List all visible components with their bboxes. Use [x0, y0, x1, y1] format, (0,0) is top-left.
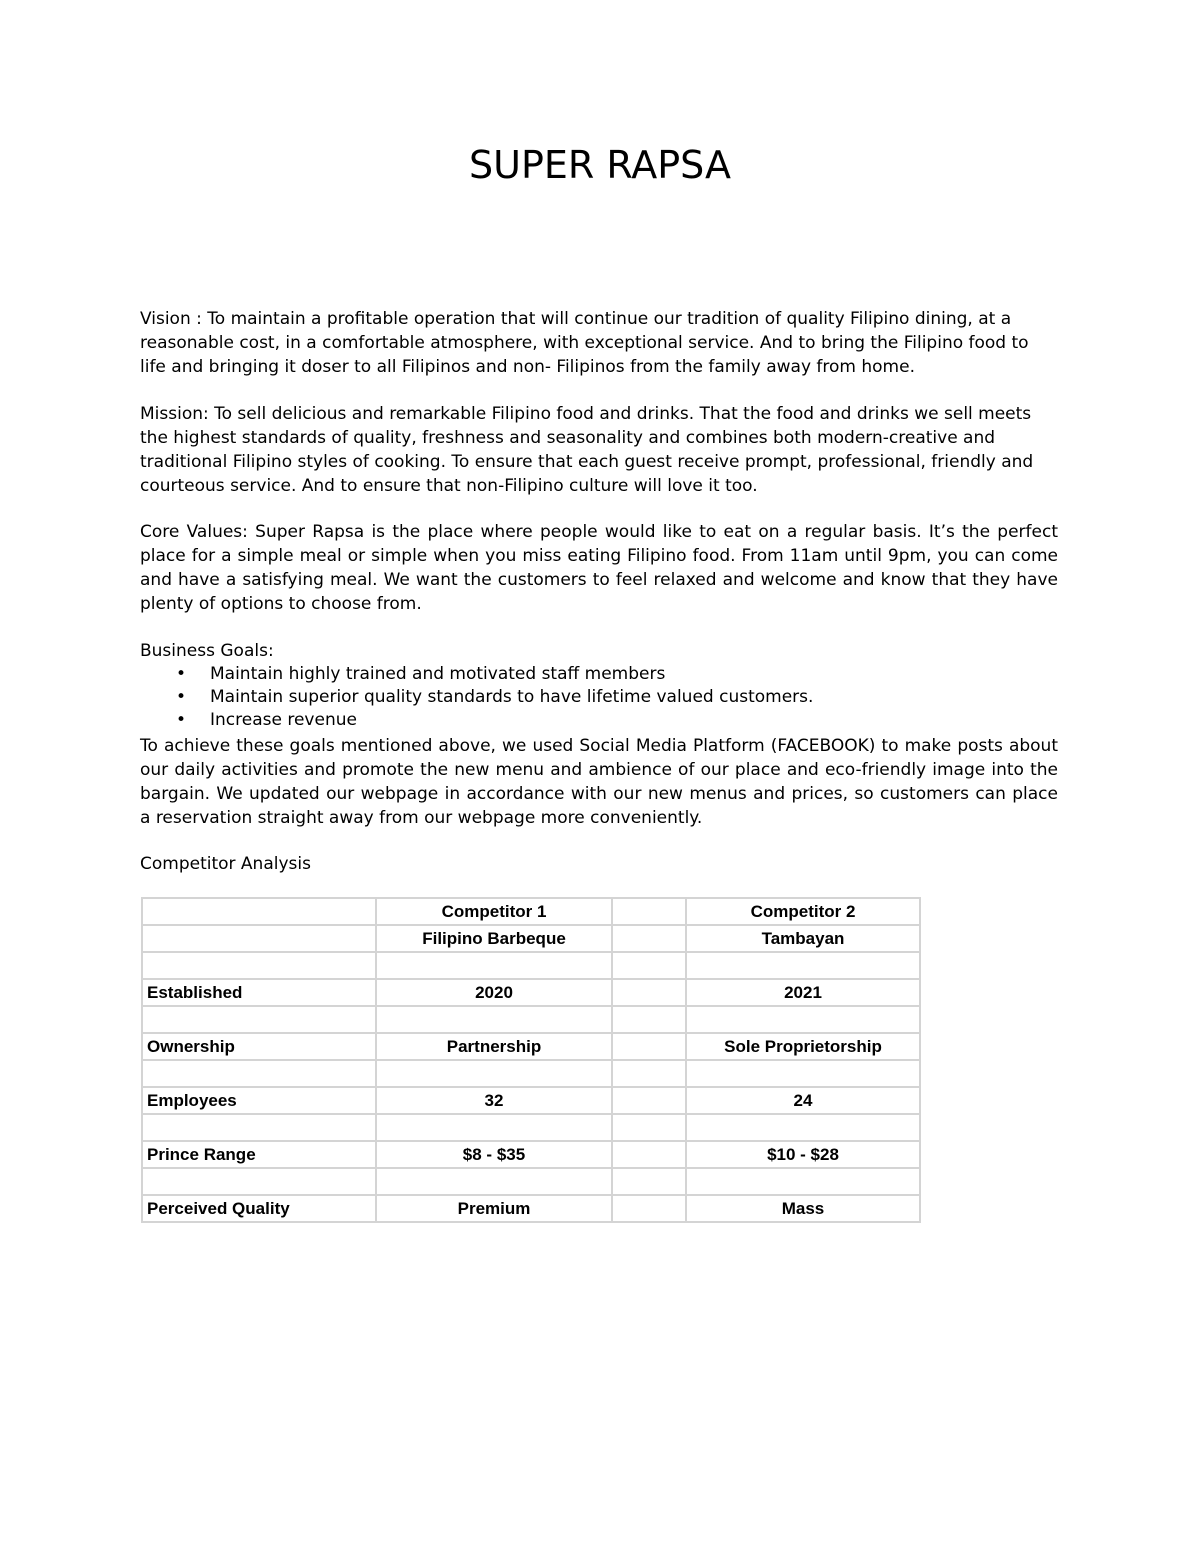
table-cell [142, 1006, 376, 1033]
table-row [142, 979, 920, 1006]
core-values-paragraph: Core Values: Super Rapsa is the place where people would like to eat on a regular basis. It’s the perfect place for a simple meal or simple when you miss eating Filipino food. From 11am until 9pm, you can come and have a satisfying meal. We want the customers to feel relaxed and welcome and know that they have plenty of options to choose from. [140, 522, 1058, 614]
table-cell: Mass [686, 1195, 920, 1222]
competitor-analysis-heading: Competitor Analysis [140, 854, 311, 874]
table-cell: Tambayan [686, 925, 920, 952]
table-cell: Established [142, 979, 376, 1006]
table-cell: 32 [376, 1087, 612, 1114]
table-cell [612, 979, 686, 1006]
table-cell [612, 1087, 686, 1114]
table-cell [612, 898, 686, 925]
table-cell [612, 1195, 686, 1222]
business-goals-list [140, 663, 1058, 732]
table-cell [686, 952, 920, 979]
page-title: SUPER RAPSA [469, 143, 731, 187]
table-cell: 2021 [686, 979, 920, 1006]
table-cell [612, 952, 686, 979]
table-cell: 24 [686, 1087, 920, 1114]
table-row [142, 1033, 920, 1060]
table-cell [686, 1006, 920, 1033]
table-row [142, 1114, 920, 1141]
table-row [142, 1168, 920, 1195]
table-cell [142, 1114, 376, 1141]
table-cell: Perceived Quality [142, 1195, 376, 1222]
list-item-text: Maintain superior quality standards to have lifetime valued customers. [210, 687, 814, 707]
list-item [140, 663, 1058, 686]
table-row [142, 1060, 920, 1087]
list-item-text: Maintain highly trained and motivated staff members [210, 664, 666, 684]
table-cell [612, 1033, 686, 1060]
table-cell [686, 1060, 920, 1087]
table-cell [612, 1060, 686, 1087]
table-cell: Sole Proprietorship [686, 1033, 920, 1060]
table-cell [142, 1060, 376, 1087]
table-row [142, 898, 920, 925]
table-cell [686, 1168, 920, 1195]
table-cell: 2020 [376, 979, 612, 1006]
table-cell [376, 1060, 612, 1087]
table-cell [612, 1168, 686, 1195]
table-cell [612, 1114, 686, 1141]
business-goals-heading: Business Goals: [140, 641, 274, 661]
table-cell [376, 1006, 612, 1033]
table-row [142, 925, 920, 952]
vision-paragraph: Vision : To maintain a profitable operation that will continue our tradition of quality Filipino dining, at a reasonable cost, in a comfortable atmosphere, with exceptional service. And to bring the Filipino food to life and bringing it doser to all Filipinos and non- Filipinos from the family away from home. [140, 309, 1029, 377]
table-cell: Ownership [142, 1033, 376, 1060]
bullet-icon: • [176, 664, 187, 684]
table-cell: Prince Range [142, 1141, 376, 1168]
mission-paragraph: Mission: To sell delicious and remarkable Filipino food and drinks. That the food and drinks we sell meets the highest standards of quality, freshness and seasonality and combines both modern-creative and traditional Filipino styles of cooking. To ensure that each guest receive prompt, professional, friendly and courteous service. And to ensure that non-Filipino culture will love it too. [140, 404, 1034, 496]
list-item [140, 709, 1058, 732]
table-cell: Partnership [376, 1033, 612, 1060]
table-cell [142, 925, 376, 952]
table-cell [612, 1141, 686, 1168]
bullet-icon: • [176, 710, 187, 730]
table-cell [142, 1168, 376, 1195]
table-cell [376, 1168, 612, 1195]
table-cell: Filipino Barbeque [376, 925, 612, 952]
table-row [142, 952, 920, 979]
table-row [142, 1141, 920, 1168]
table-cell [142, 952, 376, 979]
bullet-icon: • [176, 687, 187, 707]
table-cell: Competitor 1 [376, 898, 612, 925]
table-row [142, 1006, 920, 1033]
table-cell: $8 - $35 [376, 1141, 612, 1168]
table-cell: Employees [142, 1087, 376, 1114]
list-item [140, 686, 1058, 709]
table-cell [376, 1114, 612, 1141]
achieve-paragraph: To achieve these goals mentioned above, we used Social Media Platform (FACEBOOK) to make posts about our daily activities and promote the new menu and ambience of our place and eco-friendly image into the bargain. We updated our webpage in accordance with our new menus and prices, so customers can place a reservation straight away from our webpage more conveniently. [140, 736, 1058, 828]
table-cell [612, 925, 686, 952]
table-row [142, 1087, 920, 1114]
table-cell [686, 1114, 920, 1141]
table-row [142, 1195, 920, 1222]
table-cell [612, 1006, 686, 1033]
table-cell: Competitor 2 [686, 898, 920, 925]
list-item-text: Increase revenue [210, 710, 357, 730]
table-cell: Premium [376, 1195, 612, 1222]
table-cell [142, 898, 376, 925]
competitor-table [141, 897, 921, 1223]
table-cell [376, 952, 612, 979]
table-cell: $10 - $28 [686, 1141, 920, 1168]
